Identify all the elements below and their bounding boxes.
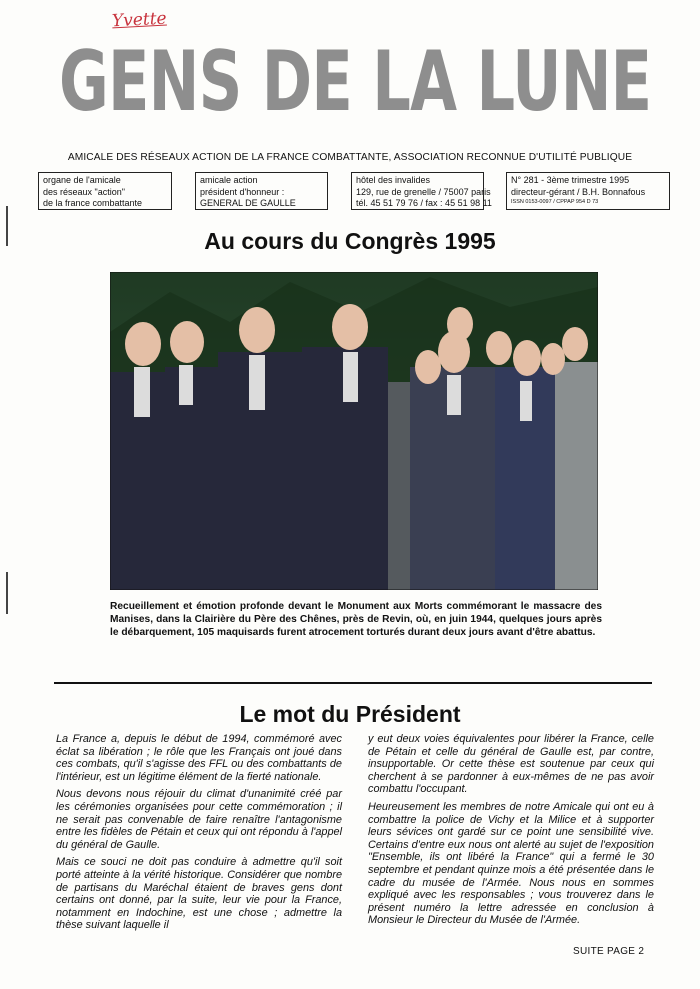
article-paragraph: La France a, depuis le début de 1994, commémoré avec éclat sa libération ; le rôle que les Français ont joué dans ces combats, qu'il s'agisse des FFL ou des combattants de l'intérieur, est un légitime élément de la fierté nationale. [56, 733, 342, 783]
congress-photo [110, 272, 598, 590]
masthead [38, 33, 672, 131]
article-column-right [368, 733, 654, 932]
continuation-note: SUITE PAGE 2 [573, 946, 645, 957]
issue-number: N° 281 - 3ème trimestre 1995 [511, 175, 630, 185]
association-subtitle: AMICALE DES RÉSEAUX ACTION DE LA FRANCE COMBATTANTE, ASSOCIATION RECONNUE D'UTILITÉ PUBLIQUE [67, 152, 633, 163]
organe-line: organe de l'amicale [43, 175, 121, 185]
amicale-line: GENERAL DE GAULLE [200, 198, 296, 208]
article-column-left [56, 733, 342, 937]
director-line: directeur-gérant / B.H. Bonnafous [511, 186, 646, 197]
info-box-organe [38, 172, 172, 210]
amicale-line: président d'honneur : [200, 186, 285, 197]
section-title: Le mot du Président [239, 701, 461, 727]
info-box-numero [506, 172, 670, 210]
article-paragraph: Mais ce souci ne doit pas conduire à admettre qu'il soit porté atteinte à la vérité historique. Considérer que nombre de partisans du Maréchal étaient de braves gens dont certains ont donné, par la suite, leur vie pour la France, notamment en Indochine, est une chose ; admettre la thèse suivant laquelle il [56, 856, 342, 932]
info-box-amicale [195, 172, 328, 210]
adresse-line: 129, rue de grenelle / 75007 paris [356, 186, 491, 197]
adresse-line: hôtel des invalides [356, 175, 431, 185]
article-paragraph: y eut deux voies équivalentes pour libérer la France, celle de Pétain et celle du général de Gaulle est, par contre, insupportable. Or cette thèse est soutenue par ceux qui cherchent à se pardonner à eux-mêmes de ne pas avoir combattu l'occupant. [368, 733, 654, 796]
main-headline: Au cours du Congrès 1995 [204, 228, 496, 254]
photo-caption: Recueillement et émotion profonde devant le Monument aux Morts commémorant le massacre des Manises, dans la Clairière du Père des Chênes, près de Revin, où, en juin 1944, quelques jours après le débarquement, 105 maquisards furent atrocement torturés durant deux jours avant d'être abattus. [110, 601, 602, 639]
issn-line: ISSN 0153-0097 / CPPAP 954 D 73 [511, 199, 599, 205]
congress-photo-illustration [110, 272, 598, 590]
adresse-line: tél. 45 51 79 76 / fax : 45 51 98 11 [356, 198, 492, 208]
organe-line: de la france combattante [43, 198, 143, 208]
section-divider [54, 682, 652, 684]
handwritten-note: Yvette [111, 8, 168, 32]
article-paragraph: Heureusement les membres de notre Amicale qui ont eu à combattre la police de Vichy et la Milice et à supporter leurs sévices ont gardé sur ce point une sensibilité vive. Certains d'entre eux nous ont alerté au sujet de l'exposition "Ensemble, ils ont libéré la France" qui a fermé le 30 septembre et pendant quinze mois a été présentée dans le cadre du musée de l'Armée. Nous nous en sommes expliqué avec les responsables ; vous trouverez dans le présent numéro la lettre adressée en conclusion à Monsieur le Directeur du Musée de l'Armée. [368, 800, 654, 927]
article-paragraph: Nous devons nous réjouir du climat d'unanimité créé par les cérémonies organisées pour cette commémoration ; il ne serait pas convenable de faire renaître l'antagonisme entre les fidèles de Pétain et ceux qui ont répondu à l'appel du général de Gaulle. [56, 788, 342, 851]
binder-mark-bottom [6, 572, 8, 614]
organe-line: des réseaux "action" [43, 186, 125, 197]
info-box-adresse [351, 172, 492, 210]
amicale-line: amicale action [200, 175, 258, 185]
masthead-title: GENS DE LA LUNE [58, 33, 652, 131]
